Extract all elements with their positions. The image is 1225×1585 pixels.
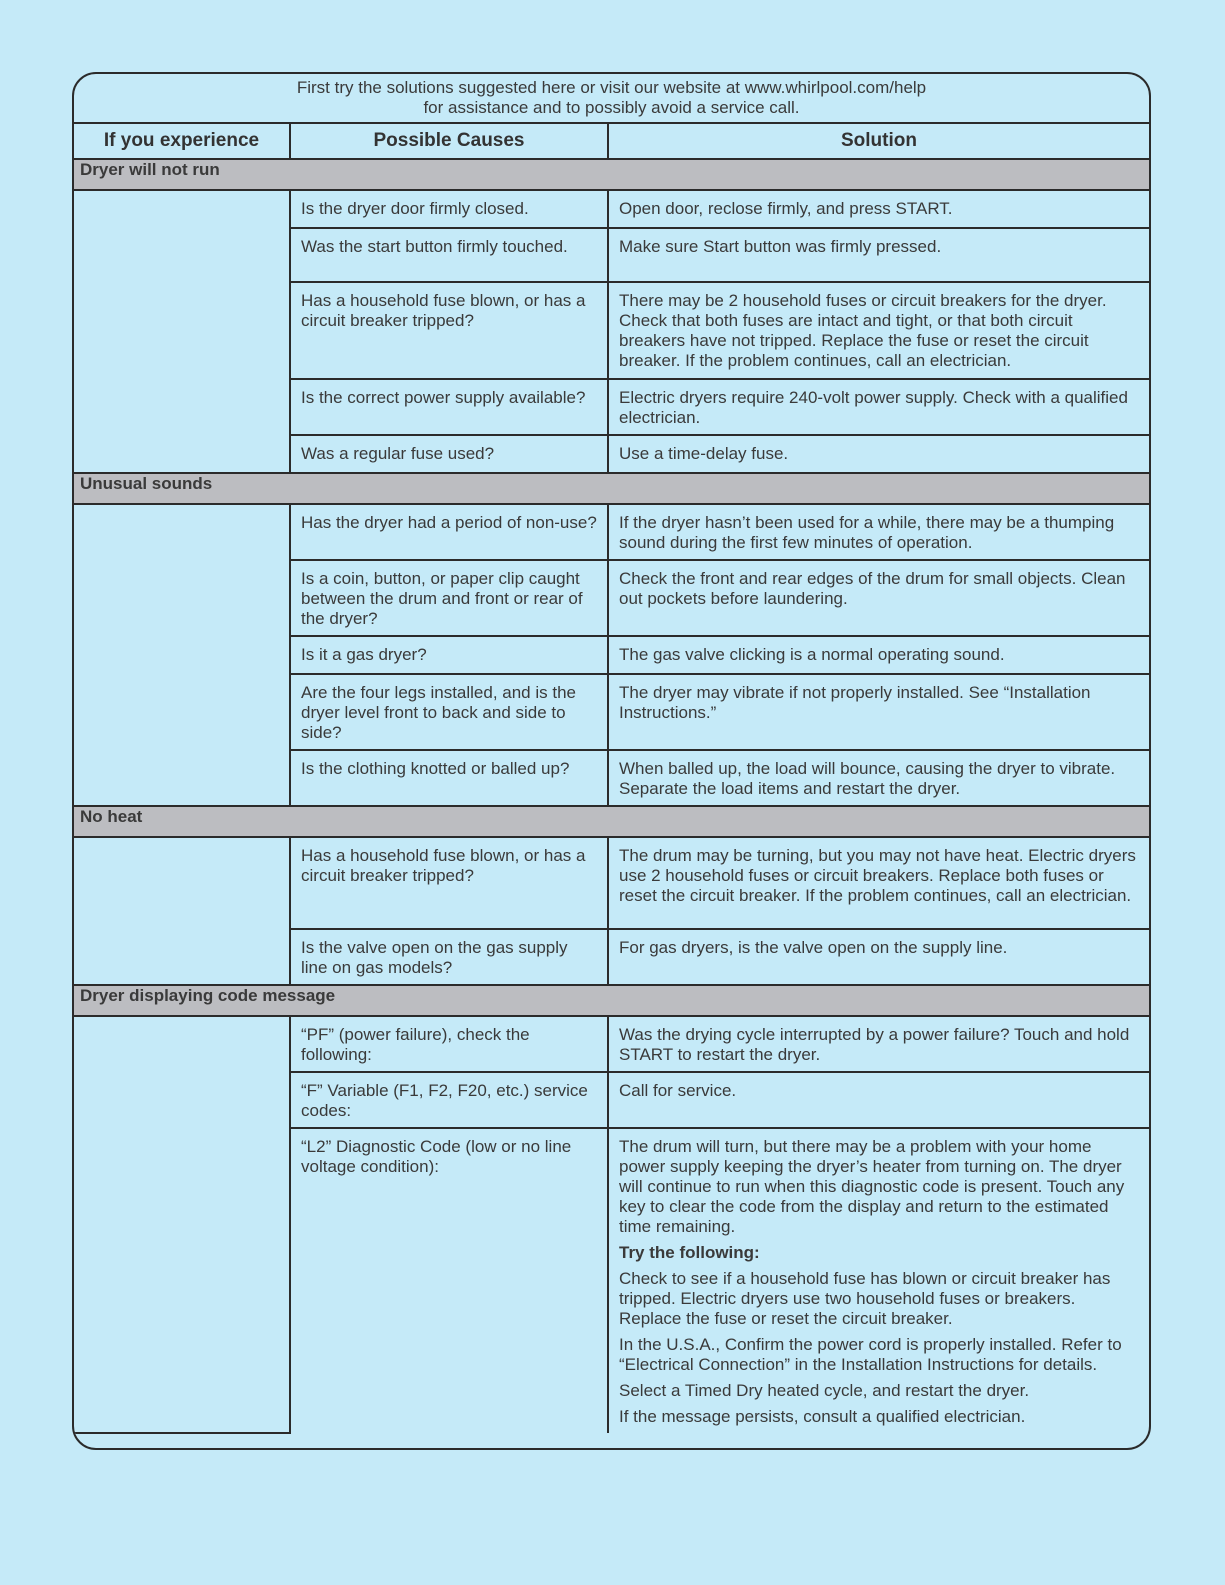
troubleshooting-table (74, 124, 1149, 1434)
cause-cell: Has the dryer had a period of non-use? (290, 504, 608, 560)
section-header (74, 985, 1149, 1016)
cause-cell: Is the clothing knotted or balled up? (290, 750, 608, 806)
section-title: Dryer will not run (74, 159, 1149, 190)
section-title: Unusual sounds (74, 473, 1149, 504)
cause-cell: “F” Variable (F1, F2, F20, etc.) service codes: (290, 1072, 608, 1128)
solution-cell: Check the front and rear edges of the drum for small objects. Clean out pockets before laundering. (608, 560, 1149, 636)
solution-cell (608, 1128, 1149, 1433)
try-heading: Try the following: (619, 1243, 760, 1262)
header-solution: Solution (608, 124, 1149, 159)
experience-cell (74, 504, 290, 806)
section-header (74, 806, 1149, 837)
troubleshooting-panel (72, 72, 1151, 1450)
cause-cell: Is the correct power supply available? (290, 379, 608, 435)
table-row (74, 504, 1149, 560)
section-header (74, 159, 1149, 190)
experience-cell (74, 837, 290, 985)
cause-cell: Was the start button firmly touched. (290, 228, 608, 282)
solution-cell: Make sure Start button was firmly pressed. (608, 228, 1149, 282)
solution-paragraph: The drum will turn, but there may be a problem with your home power supply keeping the dryer’s heater from turning on. The dryer will continue to run when this diagnostic code is present. Touch any key to clear the code from the display and return to the estimated time remaining. (619, 1137, 1125, 1236)
section-title: No heat (74, 806, 1149, 837)
solution-cell: Use a time-delay fuse. (608, 435, 1149, 473)
solution-cell: There may be 2 household fuses or circuit breakers for the dryer. Check that both fuses are intact and tight, or that both circuit breakers have not tripped. Replace the fuse or reset the circuit breaker. If the problem continues, call an electrician. (608, 282, 1149, 379)
try-item: If the message persists, consult a qualified electrician. (619, 1407, 1026, 1426)
cause-cell: Is the valve open on the gas supply line on gas models? (290, 929, 608, 985)
experience-cell (74, 1016, 290, 1433)
cause-cell: Is a coin, button, or paper clip caught between the drum and front or rear of the dryer? (290, 560, 608, 636)
intro-line-2: for assistance and to possibly avoid a service call. (423, 98, 800, 117)
cause-cell: Is the dryer door firmly closed. (290, 190, 608, 228)
try-item: In the U.S.A., Confirm the power cord is properly installed. Refer to “Electrical Connection” in the Installation Instructions for details. (619, 1335, 1122, 1374)
cause-cell: Has a household fuse blown, or has a circuit breaker tripped? (290, 837, 608, 929)
solution-cell: Electric dryers require 240-volt power supply. Check with a qualified electrician. (608, 379, 1149, 435)
solution-cell: For gas dryers, is the valve open on the supply line. (608, 929, 1149, 985)
intro-line-1: First try the solutions suggested here or visit our website at www.whirlpool.com/help (296, 78, 927, 97)
table-row (74, 1016, 1149, 1072)
cause-cell: Was a regular fuse used? (290, 435, 608, 473)
cause-cell: “PF” (power failure), check the following: (290, 1016, 608, 1072)
try-item: Check to see if a household fuse has blown or circuit breaker has tripped. Electric dryers use two household fuses or breakers. Replace the fuse or reset the circuit breaker. (619, 1269, 1111, 1328)
table-row (74, 190, 1149, 228)
header-causes: Possible Causes (290, 124, 608, 159)
cause-cell: Is it a gas dryer? (290, 636, 608, 674)
solution-cell: Was the drying cycle interrupted by a power failure? Touch and hold START to restart the dryer. (608, 1016, 1149, 1072)
table-row (74, 837, 1149, 929)
cause-cell: Are the four legs installed, and is the dryer level front to back and side to side? (290, 674, 608, 750)
solution-cell: Call for service. (608, 1072, 1149, 1128)
solution-cell: If the dryer hasn’t been used for a while, there may be a thumping sound during the first few minutes of operation. (608, 504, 1149, 560)
solution-cell: The dryer may vibrate if not properly installed. See “Installation Instructions.” (608, 674, 1149, 750)
solution-cell: The gas valve clicking is a normal operating sound. (608, 636, 1149, 674)
experience-cell (74, 190, 290, 473)
header-experience: If you experience (74, 124, 290, 159)
cause-cell: Has a household fuse blown, or has a circuit breaker tripped? (290, 282, 608, 379)
intro-note (74, 74, 1149, 124)
section-title: Dryer displaying code message (74, 985, 1149, 1016)
cause-cell: “L2” Diagnostic Code (low or no line voltage condition): (290, 1128, 608, 1433)
try-item: Select a Timed Dry heated cycle, and restart the dryer. (619, 1381, 1030, 1400)
section-header (74, 473, 1149, 504)
solution-cell: When balled up, the load will bounce, causing the dryer to vibrate. Separate the load items and restart the dryer. (608, 750, 1149, 806)
header-row (74, 124, 1149, 159)
solution-cell: Open door, reclose firmly, and press START. (608, 190, 1149, 228)
solution-cell: The drum may be turning, but you may not have heat. Electric dryers use 2 household fuses or circuit breakers. Replace both fuses or reset the circuit breaker. If the problem continues, call an electrician. (608, 837, 1149, 929)
